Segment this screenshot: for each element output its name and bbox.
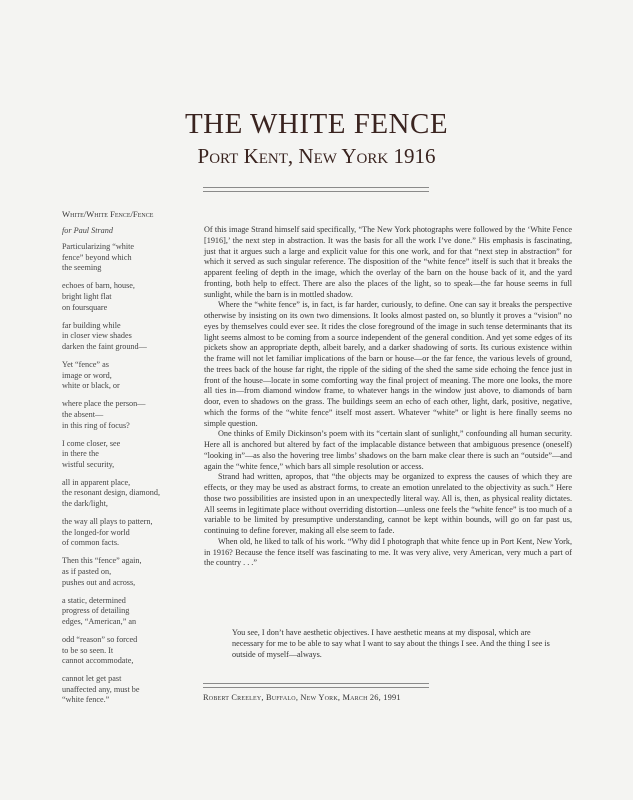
essay-paragraph: Strand had written, apropos, that “the objects may be organized to express the causes of which they are effects, or they may be used as abstract forms, to create an emotion unrelated to the objectivity as such.” Here those two possibilities are insisted upon in an unexpectedly literal way. All is, then, as physical reality dictates. All seems in legitimate place without overriding distortion—unless one feels the “white fence” is too much of a variable to be limited by presumptive understanding, cannot be kept within bounds, will go on far past us, continuing to define forever, making all else seem to fade.: [204, 472, 572, 535]
poem: [62, 209, 192, 714]
poem-stanza: all in apparent place, the resonant design, diamond, the dark/light,: [62, 477, 161, 509]
page-title: THE WHITE FENCE: [184, 108, 449, 140]
bottom-divider: [203, 683, 429, 688]
poem-stanza: far building while in closer view shades darken the faint ground—: [62, 320, 147, 351]
poem-stanza: echoes of barn, house, bright light flat on foursquare: [62, 281, 135, 312]
poem-title: White/White Fence/Fence: [62, 209, 154, 219]
poem-stanza: Yet “fence” as image or word, white or black, or: [62, 360, 120, 391]
essay-paragraph: When old, he liked to talk of his work. “Why did I photograph that white fence up in Port Kent, New York, in 1916? Because the fence itself was fascinating to me. It was very alive, very American, very much a part of the country . . .”: [204, 536, 572, 568]
poem-stanza: the way all plays to pattern, the longed-for world of common facts.: [62, 517, 153, 548]
poem-stanza: odd “reason” so forced to be so seen. It cannot accommodate,: [62, 635, 138, 666]
page-subtitle: Port Kent, New York 1916: [197, 144, 436, 168]
poem-stanza: where place the person— the absent— in this ring of focus?: [62, 399, 146, 430]
poem-stanza: cannot let get past unaffected any, must be “white fence.”: [62, 674, 140, 705]
essay: [204, 225, 572, 569]
poem-stanza: I come closer, see in there the wistful security,: [62, 438, 121, 469]
poem-dedication: for Paul Strand: [62, 225, 113, 235]
top-divider: [203, 187, 429, 192]
strand-quote: You see, I don’t have aesthetic objectives. I have aesthetic means at my disposal, which are necessary for me to be able to say what I want to say about the things I see. And the thing I see is outside of myself—always.: [232, 628, 550, 659]
signature: Robert Creeley, Buffalo, New York, March 26, 1991: [203, 693, 401, 702]
poem-stanza: a static, determined progress of detailing edges, “American,” an: [62, 595, 137, 626]
essay-paragraph: One thinks of Emily Dickinson’s poem with its “certain slant of sunlight,” confounding all human security. Here all is anchored but altered by fact of the implacable distance between that ambiguous presence (oneself) “looking in”—as also the hovering tree limbs’ shadows on the barn make clear there is such an “outside”—and again the “white fence,” which bars all simple resolution or access.: [204, 429, 572, 471]
essay-paragraph: Where the “white fence” is, in fact, is far harder, curiously, to define. One can say it breaks the perspective otherwise by insisting on its own two dimensions. It looks almost pasted on, so bluntly it proves a “vision” no eyes by themselves could ever see. It rides the close foreground of the image in such tense determinants that its light seems almost to be coming from a source independent of the general condition. And yet some edges of its pickets show an appropriate depth, albeit barely, and a darker shadowing of sorts. Its curious existence within the frame will not let familiar implications of the barn or house—or the far fence, the various levels of ground, the trees back of the house far right, the ripple of the siding of the shed the same side echoing the fence just in front of the house—locate in some comforting way the final project of meaning. The more one looks, the more all ties in—from diamond window frame, to whatever hangs in the window just above, to diamonds of barn door, even to shadows on the grass. The buildings seem an echo of each other, light, dark, positive, negative, which the forms of the “white fence” itself most assert. Whatever “white” or light is here finally seems no simple question.: [204, 300, 572, 428]
poem-stanza: Particularizing “white fence” beyond which the seeming: [62, 242, 135, 273]
poem-stanza: Then this “fence” again, as if pasted on, pushes out and across,: [62, 556, 142, 587]
essay-paragraph: Of this image Strand himself said specifically, “The New York photographs were followed by the ‘White Fence [1916],’ the next step in abstraction. It was the basis for all the work I’ve done.” His emphasis is fascinating, just that it argues such a large and explicit value for this one work, and for that “next step in abstraction” for which it served as such singular reference. The disposition of the “white fence” itself is such that it breaks the apparent feeling of depth in the image, which the overlay of the barn on the house back of it, and the yard fronting, both help to effect. There are also the places of the light, so to speak—the far house seems in full sunlight, while the barn is in mottled shadow.: [204, 225, 572, 299]
